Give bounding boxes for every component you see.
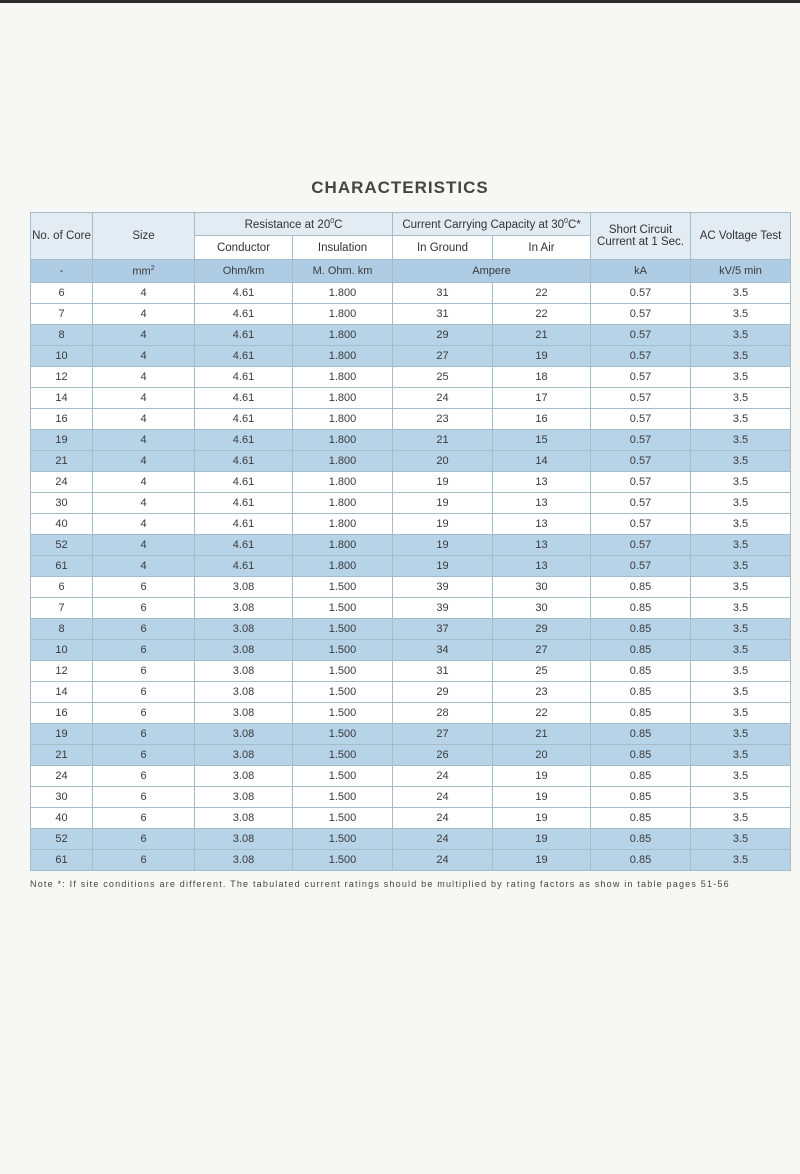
cell-in-air: 13 [493,472,591,493]
cell-core: 12 [31,661,93,682]
cell-core: 14 [31,682,93,703]
cell-in-air: 15 [493,430,591,451]
header-no-of-core-label: No. of Core [32,230,91,242]
header-resistance-sup: 0 [330,217,335,225]
cell-in-air: 17 [493,388,591,409]
cell-ac-voltage: 3.5 [691,409,791,430]
cell-in-air: 19 [493,829,591,850]
table-row [31,514,791,535]
table-row [31,640,791,661]
cell-ac-voltage: 3.5 [691,829,791,850]
cell-in-ground: 19 [393,556,493,577]
cell-conductor: 4.61 [195,409,293,430]
cell-core: 52 [31,829,93,850]
cell-core: 8 [31,619,93,640]
cell-size: 4 [93,514,195,535]
cell-ac-voltage: 3.5 [691,283,791,304]
cell-ac-voltage: 3.5 [691,661,791,682]
table-row [31,787,791,808]
cell-conductor: 4.61 [195,304,293,325]
cell-in-ground: 24 [393,787,493,808]
cell-size: 6 [93,661,195,682]
cell-conductor: 3.08 [195,598,293,619]
cell-core: 16 [31,409,93,430]
cell-size: 4 [93,430,195,451]
cell-conductor: 4.61 [195,283,293,304]
cell-size: 4 [93,388,195,409]
cell-short-circuit: 0.85 [591,619,691,640]
cell-in-air: 22 [493,283,591,304]
header-resistance [195,213,393,236]
cell-core: 19 [31,724,93,745]
cell-in-ground: 29 [393,682,493,703]
cell-insulation: 1.500 [293,745,393,766]
cell-ac-voltage: 3.5 [691,388,791,409]
cell-size: 4 [93,367,195,388]
cell-size: 4 [93,346,195,367]
cell-short-circuit: 0.85 [591,829,691,850]
cell-ac-voltage: 3.5 [691,766,791,787]
unit-size [93,260,195,283]
table-row [31,304,791,325]
cell-core: 40 [31,514,93,535]
cell-core: 40 [31,808,93,829]
cell-conductor: 3.08 [195,850,293,871]
cell-conductor: 3.08 [195,829,293,850]
cell-in-air: 13 [493,514,591,535]
table-row [31,556,791,577]
cell-short-circuit: 0.57 [591,283,691,304]
cell-in-ground: 27 [393,346,493,367]
cell-size: 6 [93,598,195,619]
cell-in-air: 20 [493,745,591,766]
cell-in-air: 30 [493,577,591,598]
cell-core: 21 [31,745,93,766]
cell-ac-voltage: 3.5 [691,724,791,745]
table-row [31,388,791,409]
cell-ac-voltage: 3.5 [691,325,791,346]
cell-conductor: 3.08 [195,724,293,745]
table-row [31,430,791,451]
cell-insulation: 1.800 [293,304,393,325]
cell-in-air: 22 [493,304,591,325]
cell-conductor: 3.08 [195,703,293,724]
cell-conductor: 4.61 [195,514,293,535]
page-top-edge [0,0,800,3]
cell-in-ground: 24 [393,850,493,871]
cell-in-ground: 21 [393,430,493,451]
cell-insulation: 1.800 [293,556,393,577]
cell-in-air: 25 [493,661,591,682]
cell-in-ground: 27 [393,724,493,745]
unit-size-sup: 2 [150,264,155,272]
cell-in-air: 22 [493,703,591,724]
cell-in-ground: 20 [393,451,493,472]
cell-in-air: 13 [493,556,591,577]
header-insulation: Insulation [293,236,393,260]
cell-in-air: 27 [493,640,591,661]
cell-in-ground: 25 [393,367,493,388]
table-row [31,661,791,682]
cell-ac-voltage: 3.5 [691,430,791,451]
cell-short-circuit: 0.85 [591,808,691,829]
cell-core: 24 [31,766,93,787]
table-row [31,451,791,472]
cell-in-air: 13 [493,535,591,556]
cell-insulation: 1.500 [293,577,393,598]
cell-conductor: 4.61 [195,535,293,556]
cell-in-air: 14 [493,451,591,472]
table-row [31,367,791,388]
cell-core: 10 [31,346,93,367]
cell-ac-voltage: 3.5 [691,514,791,535]
cell-core: 30 [31,493,93,514]
footnote: Note *: If site conditions are different. The tabulated current ratings should be multiplied by rating factors as show in table pages 51-56 [30,879,730,889]
cell-ac-voltage: 3.5 [691,304,791,325]
cell-core: 30 [31,787,93,808]
unit-insulation: M. Ohm. km [293,260,393,283]
characteristics-table [30,212,791,871]
cell-in-ground: 29 [393,325,493,346]
header-no-of-core [31,213,93,260]
cell-short-circuit: 0.85 [591,703,691,724]
cell-conductor: 4.61 [195,346,293,367]
cell-short-circuit: 0.85 [591,682,691,703]
cell-in-air: 18 [493,367,591,388]
cell-core: 10 [31,640,93,661]
unit-core: - [31,260,93,283]
cell-size: 6 [93,829,195,850]
cell-insulation: 1.500 [293,598,393,619]
cell-ac-voltage: 3.5 [691,808,791,829]
header-ac-voltage [691,213,791,260]
cell-insulation: 1.800 [293,493,393,514]
table-row [31,346,791,367]
cell-short-circuit: 0.57 [591,304,691,325]
cell-ac-voltage: 3.5 [691,640,791,661]
cell-size: 6 [93,850,195,871]
cell-size: 4 [93,493,195,514]
cell-conductor: 3.08 [195,619,293,640]
cell-ac-voltage: 3.5 [691,682,791,703]
table-row [31,598,791,619]
header-conductor: Conductor [195,236,293,260]
table-row [31,850,791,871]
cell-in-ground: 24 [393,388,493,409]
cell-core: 19 [31,430,93,451]
cell-size: 6 [93,745,195,766]
cell-insulation: 1.500 [293,766,393,787]
cell-in-air: 21 [493,325,591,346]
cell-size: 4 [93,451,195,472]
cell-core: 24 [31,472,93,493]
cell-conductor: 4.61 [195,388,293,409]
cell-in-ground: 28 [393,703,493,724]
cell-core: 21 [31,451,93,472]
cell-insulation: 1.800 [293,472,393,493]
table-row [31,409,791,430]
page-title: CHARACTERISTICS [311,178,489,197]
cell-conductor: 4.61 [195,493,293,514]
cell-insulation: 1.800 [293,283,393,304]
table-row [31,766,791,787]
cell-in-ground: 31 [393,304,493,325]
header-current-unit: C* [567,218,581,231]
cell-insulation: 1.500 [293,682,393,703]
table-row [31,493,791,514]
unit-conductor: Ohm/km [195,260,293,283]
cell-short-circuit: 0.57 [591,451,691,472]
cell-core: 12 [31,367,93,388]
table-row [31,703,791,724]
cell-core: 6 [31,283,93,304]
header-ac-voltage-label: AC Voltage Test [699,230,782,242]
cell-short-circuit: 0.85 [591,598,691,619]
cell-size: 6 [93,682,195,703]
cell-in-ground: 39 [393,577,493,598]
cell-in-air: 19 [493,808,591,829]
header-resistance-unit: C [334,218,343,231]
cell-insulation: 1.500 [293,850,393,871]
cell-in-air: 19 [493,766,591,787]
cell-short-circuit: 0.57 [591,472,691,493]
cell-core: 52 [31,535,93,556]
cell-short-circuit: 0.57 [591,535,691,556]
unit-size-label: mm [132,265,151,278]
cell-size: 4 [93,472,195,493]
cell-short-circuit: 0.57 [591,514,691,535]
cell-insulation: 1.800 [293,514,393,535]
table-row [31,724,791,745]
cell-ac-voltage: 3.5 [691,787,791,808]
cell-insulation: 1.500 [293,661,393,682]
cell-size: 4 [93,535,195,556]
cell-size: 6 [93,724,195,745]
cell-short-circuit: 0.85 [591,787,691,808]
cell-insulation: 1.800 [293,367,393,388]
cell-ac-voltage: 3.5 [691,472,791,493]
cell-insulation: 1.500 [293,787,393,808]
cell-in-air: 29 [493,619,591,640]
table-row [31,472,791,493]
cell-short-circuit: 0.57 [591,325,691,346]
cell-in-ground: 24 [393,766,493,787]
cell-short-circuit: 0.85 [591,850,691,871]
cell-conductor: 3.08 [195,640,293,661]
cell-short-circuit: 0.57 [591,409,691,430]
cell-ac-voltage: 3.5 [691,850,791,871]
cell-short-circuit: 0.57 [591,430,691,451]
cell-insulation: 1.800 [293,451,393,472]
cell-conductor: 3.08 [195,766,293,787]
cell-short-circuit: 0.57 [591,388,691,409]
cell-short-circuit: 0.57 [591,346,691,367]
cell-ac-voltage: 3.5 [691,451,791,472]
header-short-circuit-label: Short Circuit Current at 1 Sec. [597,224,684,248]
cell-in-air: 19 [493,850,591,871]
cell-core: 14 [31,388,93,409]
cell-short-circuit: 0.85 [591,766,691,787]
cell-conductor: 3.08 [195,661,293,682]
cell-conductor: 4.61 [195,472,293,493]
characteristics-table-wrapper [30,212,790,871]
cell-conductor: 3.08 [195,682,293,703]
cell-in-ground: 24 [393,829,493,850]
cell-in-ground: 24 [393,808,493,829]
cell-core: 16 [31,703,93,724]
cell-conductor: 4.61 [195,556,293,577]
table-row [31,283,791,304]
cell-ac-voltage: 3.5 [691,745,791,766]
cell-conductor: 3.08 [195,808,293,829]
cell-core: 7 [31,598,93,619]
unit-current: Ampere [393,260,591,283]
cell-insulation: 1.800 [293,346,393,367]
cell-in-air: 23 [493,682,591,703]
cell-size: 6 [93,703,195,724]
cell-short-circuit: 0.57 [591,556,691,577]
cell-in-ground: 37 [393,619,493,640]
cell-size: 6 [93,577,195,598]
cell-in-ground: 19 [393,514,493,535]
cell-size: 4 [93,283,195,304]
header-current-capacity [393,213,591,236]
cell-short-circuit: 0.57 [591,493,691,514]
cell-in-air: 16 [493,409,591,430]
cell-ac-voltage: 3.5 [691,346,791,367]
table-row [31,745,791,766]
header-resistance-label: Resistance at 20 [244,218,331,231]
header-size [93,213,195,260]
cell-short-circuit: 0.85 [591,577,691,598]
table-row [31,829,791,850]
table-row [31,682,791,703]
cell-insulation: 1.800 [293,535,393,556]
cell-in-ground: 19 [393,493,493,514]
cell-in-air: 21 [493,724,591,745]
table-row [31,577,791,598]
cell-in-air: 19 [493,346,591,367]
cell-insulation: 1.800 [293,325,393,346]
cell-size: 6 [93,787,195,808]
cell-size: 6 [93,766,195,787]
cell-size: 4 [93,556,195,577]
cell-conductor: 3.08 [195,577,293,598]
cell-short-circuit: 0.85 [591,640,691,661]
table-body [31,283,791,871]
cell-size: 4 [93,304,195,325]
unit-ac-voltage: kV/5 min [691,260,791,283]
cell-ac-voltage: 3.5 [691,619,791,640]
cell-in-ground: 34 [393,640,493,661]
cell-conductor: 3.08 [195,745,293,766]
cell-insulation: 1.800 [293,388,393,409]
header-in-air: In Air [493,236,591,260]
table-row [31,535,791,556]
table-row [31,619,791,640]
table-row [31,808,791,829]
cell-ac-voltage: 3.5 [691,367,791,388]
cell-insulation: 1.500 [293,640,393,661]
cell-conductor: 4.61 [195,430,293,451]
cell-short-circuit: 0.85 [591,724,691,745]
cell-core: 6 [31,577,93,598]
cell-size: 6 [93,640,195,661]
cell-core: 61 [31,850,93,871]
cell-conductor: 4.61 [195,325,293,346]
cell-insulation: 1.800 [293,409,393,430]
header-short-circuit [591,213,691,260]
cell-insulation: 1.500 [293,724,393,745]
cell-in-ground: 23 [393,409,493,430]
cell-in-ground: 26 [393,745,493,766]
cell-in-ground: 31 [393,283,493,304]
cell-in-ground: 39 [393,598,493,619]
cell-in-air: 13 [493,493,591,514]
header-current-sup: 0 [564,217,568,225]
cell-insulation: 1.500 [293,619,393,640]
cell-insulation: 1.800 [293,430,393,451]
header-current-label: Current Carrying Capacity at 30 [402,218,565,231]
cell-insulation: 1.500 [293,829,393,850]
cell-in-ground: 19 [393,535,493,556]
cell-core: 8 [31,325,93,346]
cell-conductor: 3.08 [195,787,293,808]
cell-conductor: 4.61 [195,367,293,388]
cell-in-ground: 19 [393,472,493,493]
cell-in-air: 19 [493,787,591,808]
cell-short-circuit: 0.85 [591,745,691,766]
cell-size: 6 [93,808,195,829]
cell-ac-voltage: 3.5 [691,577,791,598]
cell-insulation: 1.500 [293,703,393,724]
unit-short-circuit: kA [591,260,691,283]
cell-ac-voltage: 3.5 [691,493,791,514]
cell-insulation: 1.500 [293,808,393,829]
cell-in-ground: 31 [393,661,493,682]
cell-short-circuit: 0.85 [591,661,691,682]
header-size-label: Size [132,230,155,242]
cell-ac-voltage: 3.5 [691,535,791,556]
header-in-ground: In Ground [393,236,493,260]
cell-short-circuit: 0.57 [591,367,691,388]
cell-size: 4 [93,409,195,430]
cell-ac-voltage: 3.5 [691,556,791,577]
cell-size: 4 [93,325,195,346]
cell-ac-voltage: 3.5 [691,598,791,619]
cell-ac-voltage: 3.5 [691,703,791,724]
table-row [31,325,791,346]
cell-size: 6 [93,619,195,640]
cell-in-air: 30 [493,598,591,619]
cell-conductor: 4.61 [195,451,293,472]
cell-core: 61 [31,556,93,577]
cell-core: 7 [31,304,93,325]
units-row [31,260,791,283]
